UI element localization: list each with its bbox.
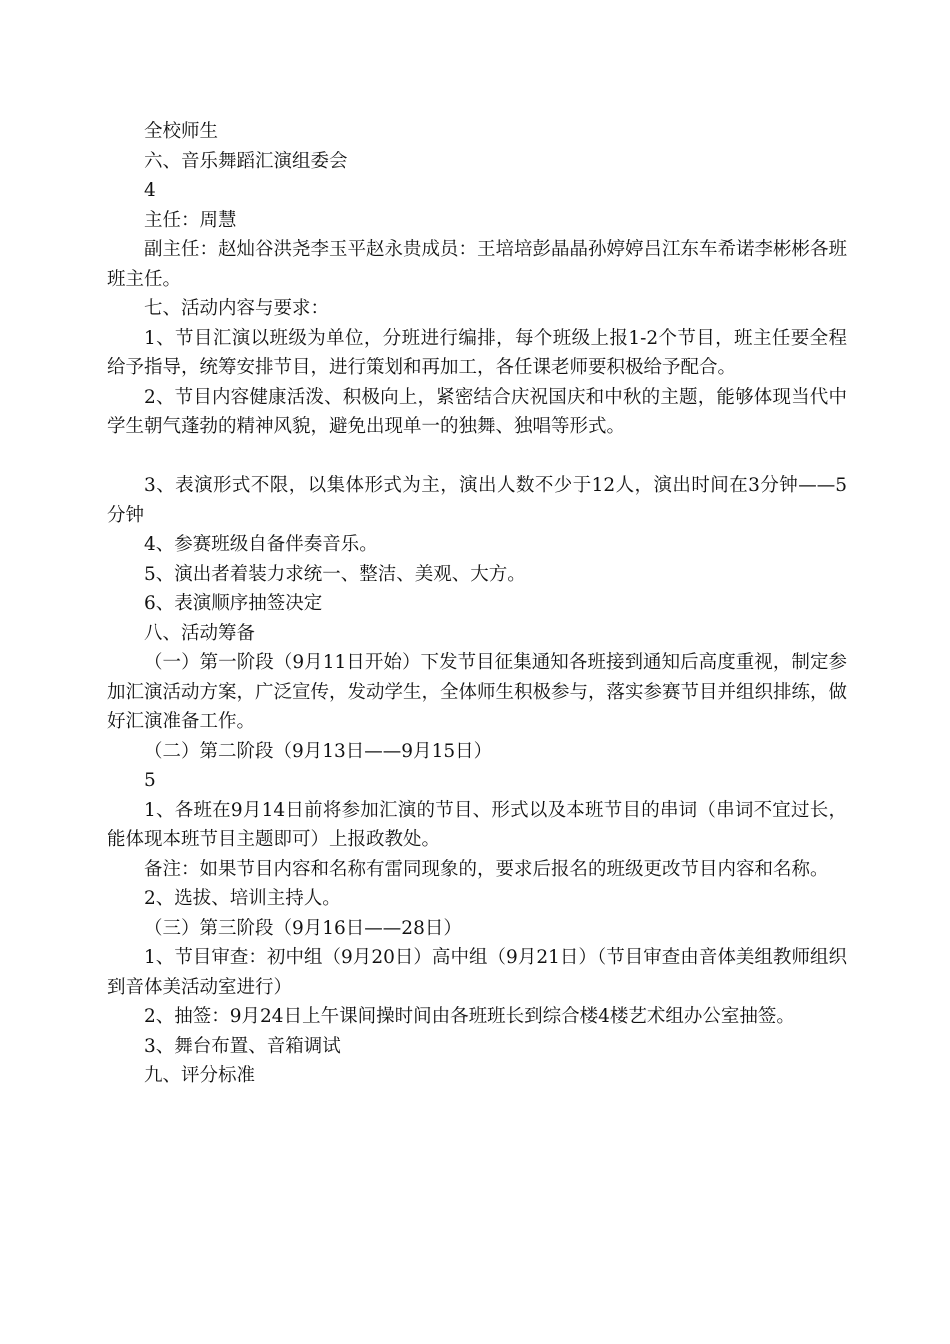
paragraph: 6、表演顺序抽签决定	[144, 593, 323, 614]
paragraph: 2、抽签：9月24日上午课间操时间由各班班长到综合楼4楼艺术组办公室抽签。	[144, 1006, 795, 1027]
paragraph: 2、选拔、培训主持人。	[144, 888, 341, 909]
paragraph: 1、节目审查：初中组（9月20日）高中组（9月21日）（节目审查由音体美组教师组织到音体美活动室进行）	[107, 947, 847, 998]
paragraph: 主任：周慧	[144, 209, 237, 231]
paragraph: 1、节目汇演以班级为单位，分班进行编排，每个班级上报1-2个节目，班主任要全程给予指导，统筹安排节目，进行策划和再加工，各任课老师要积极给予配合。	[107, 327, 847, 378]
paragraph: 备注：如果节目内容和名称有雷同现象的，要求后报名的班级更改节目内容和名称。	[144, 858, 829, 880]
document-body	[107, 117, 847, 1091]
paragraph: （三）第三阶段（9月16日——28日）	[144, 917, 462, 939]
section-heading: 六、音乐舞蹈汇演组委会	[144, 150, 348, 172]
page-number: 5	[144, 770, 156, 791]
paragraph: 4、参赛班级自备伴奏音乐。	[144, 534, 378, 555]
paragraph: （二）第二阶段（9月13日——9月15日）	[144, 740, 493, 762]
paragraph: 5、演出者着装力求统一、整洁、美观、大方。	[144, 563, 526, 585]
section-heading: 七、活动内容与要求：	[144, 298, 330, 319]
paragraph: 3、表演形式不限，以集体形式为主，演出人数不少于12人，演出时间在3分钟——5分钟	[107, 475, 847, 526]
paragraph: 3、舞台布置、音箱调试	[144, 1035, 341, 1057]
paragraph: 1、各班在9月14日前将参加汇演的节目、形式以及本班节目的串词（串词不宜过长，能体现本班节目主题即可）上报政教处。	[107, 799, 847, 850]
section-heading: 八、活动筹备	[144, 622, 256, 644]
blank-line	[107, 442, 847, 472]
section-heading: 九、评分标准	[144, 1065, 256, 1086]
paragraph: 2、节目内容健康活泼、积极向上，紧密结合庆祝国庆和中秋的主题，能够体现当代中学生朝气蓬勃的精神风貌，避免出现单一的独舞、独唱等形式。	[107, 386, 847, 437]
paragraph: （一）第一阶段（9月11日开始）下发节目征集通知各班接到通知后高度重视，制定参加汇演活动方案，广泛宣传，发动学生，全体师生积极参与，落实参赛节目并组织排练，做好汇演准备工作。	[107, 652, 848, 732]
paragraph: 全校师生	[144, 121, 219, 142]
paragraph: 副主任：赵灿谷洪尧李玉平赵永贵成员：王培培彭晶晶孙婷婷吕江东车希诺李彬彬各班班主任。	[107, 239, 848, 290]
page-number: 4	[144, 180, 156, 201]
